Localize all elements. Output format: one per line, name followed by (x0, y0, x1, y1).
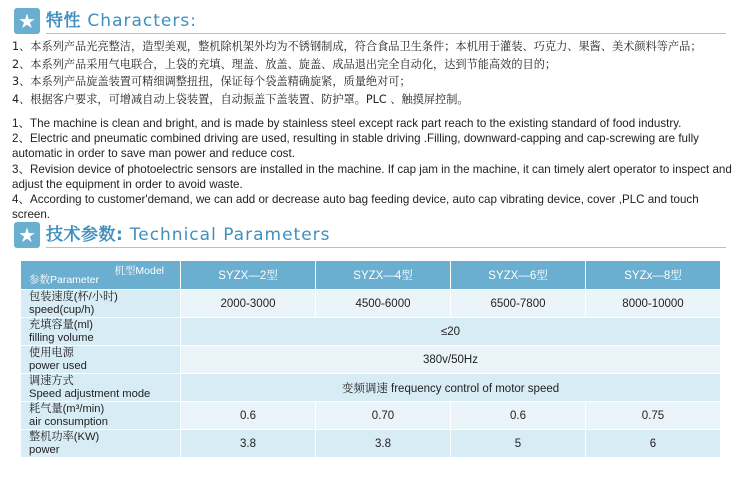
table-cell: 0.70 (316, 402, 451, 430)
corner-parameter-label: 参数Parameter (29, 274, 100, 286)
row-label (21, 318, 181, 346)
star-icon: ★ (14, 8, 40, 34)
feature-item-cn: 2、本系列产品采用气电联合，上袋的充填、理盖、放盖、旋盖、成品退出完全自动化，达到节能高效的目的； (12, 57, 557, 71)
row-label (21, 290, 181, 318)
table-cell-span: 380v/50Hz (181, 346, 721, 374)
corner-model-label: 机型Model (114, 265, 164, 277)
star-icon: ★ (14, 222, 40, 248)
row-label-en: filling volume (29, 331, 94, 344)
table-cell: 2000-3000 (181, 290, 316, 318)
table-cell: 6 (586, 430, 721, 458)
feature-item-en: 4、According to customer'demand, we can add or decrease auto bag feeding device, auto cap vibrating device, cover ,PLC and touch screen. (12, 193, 699, 222)
table-cell: 4500-6000 (316, 290, 451, 318)
row-label-cn: 使用电源 (29, 347, 74, 359)
row-label (21, 402, 181, 430)
table-cell: 6500-7800 (451, 290, 586, 318)
table-cell: 3.8 (316, 430, 451, 458)
row-label-cn: 包装速度(杯/小时) (29, 291, 118, 303)
table-row (21, 290, 721, 318)
row-label-en: Speed adjustment mode (29, 387, 151, 400)
row-label-en: speed(cup/h) (29, 303, 95, 316)
row-label-cn: 耗气量(m³/min) (29, 403, 105, 415)
features-header (14, 8, 726, 34)
row-label-en: power (29, 443, 60, 456)
table-row (21, 430, 721, 458)
row-label-cn: 整机功率(KW) (29, 431, 100, 443)
table-cell-span: 变频调速 frequency control of motor speed (181, 374, 721, 402)
feature-item-cn: 1、本系列产品光亮整洁，造型美观，整机除机架外均为不锈钢制成，符合食品卫生条件；本机用于灌装、巧克力、果酱、美术颜料等产品； (12, 40, 702, 53)
model-header: SYZx—8型 (586, 261, 721, 290)
parameters-table (20, 260, 721, 458)
table-cell: 0.6 (181, 402, 316, 430)
table-row (21, 374, 721, 402)
table-cell: 0.6 (451, 402, 586, 430)
feature-item-cn: 4、根据客户要求，可增减自动上袋装置，自动振盖下盖装置、防护罩。PLC 、触摸屏控制。 (12, 92, 469, 106)
features-title (46, 9, 197, 33)
feature-item-en: 2、Electric and pneumatic combined driving are used, resulting in stable driving .Filling, downward-capping and cap-screwing are fully automatic in order to save man power and reduce cost. (12, 132, 699, 161)
params-title (46, 223, 331, 247)
features-list-en (12, 116, 732, 222)
table-cell: 3.8 (181, 430, 316, 458)
table-cell-span: ≤20 (181, 318, 721, 346)
table-row (21, 346, 721, 374)
row-label-cn: 充填容量(ml) (29, 319, 94, 331)
features-header-rule (46, 33, 726, 34)
row-label (21, 430, 181, 458)
row-label (21, 374, 181, 402)
model-header: SYZX—4型 (316, 261, 451, 290)
table-cell: 0.75 (586, 402, 721, 430)
feature-item-en: 1、The machine is clean and bright, and is made by stainless steel except rack part reach to the existing standard of food industry. (12, 117, 682, 130)
features-title-cn: 特性 (46, 11, 81, 31)
row-label-cn: 调速方式 (29, 375, 74, 387)
table-cell: 5 (451, 430, 586, 458)
table-row (21, 318, 721, 346)
table-corner-cell (21, 261, 181, 290)
row-label-en: power used (29, 359, 87, 372)
feature-item-en: 3、Revision device of photoelectric sensors are installed in the machine. If cap jam in the machine, it can timely alert operator to inspect and adjust the equipment in order to avoid waste. (12, 162, 732, 191)
params-title-cn: 技术参数: (46, 225, 124, 245)
table-header-row (21, 261, 721, 290)
model-header: SYZX—6型 (451, 261, 586, 290)
table-row (21, 402, 721, 430)
params-header (14, 222, 726, 248)
feature-item-cn: 3、本系列产品旋盖装置可精细调整扭扭，保证每个袋盖精确旋紧，质量绝对可； (12, 75, 411, 89)
table-cell: 8000-10000 (586, 290, 721, 318)
model-header: SYZX—2型 (181, 261, 316, 290)
features-list-cn (12, 38, 732, 108)
features-title-en: Characters: (87, 11, 197, 31)
row-label-en: air consumption (29, 415, 108, 428)
params-title-en: Technical Parameters (129, 225, 331, 245)
row-label (21, 346, 181, 374)
params-header-rule (46, 247, 726, 248)
